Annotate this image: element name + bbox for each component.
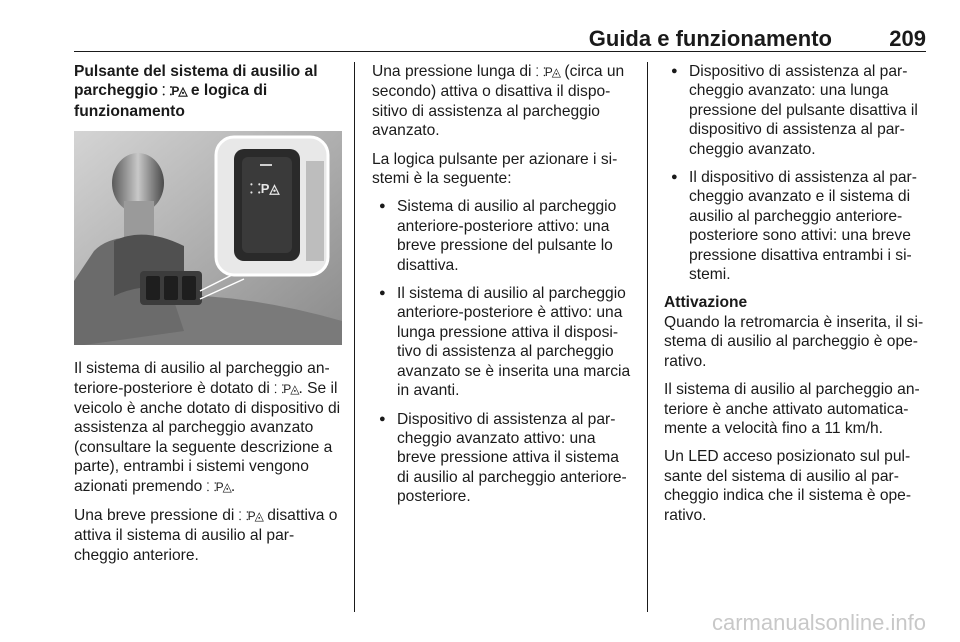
park-assist-icon: ⸬P◬: [238, 509, 263, 524]
watermark: carmanualsonline.info: [711, 610, 926, 635]
paragraph: Il sistema di ausilio al parcheggio anteriore è anche attivato automaticamente a velocità fino a 11 km/h.: [664, 381, 920, 437]
column-divider: [647, 62, 648, 612]
park-assist-icon: ⸬P◬: [274, 381, 299, 396]
list-item: ● Il dispositivo di assistenza al parcheggio avanzato e il sistema di ausilio al parcheggio anteriore-posteriore sono attivi: una breve pressione disattiva entrambi i sistemi.: [664, 168, 926, 284]
svg-text:⸬P◬: ⸬P◬: [250, 181, 280, 197]
section-heading: Attivazione: [664, 294, 748, 312]
paragraph: Una pressione lunga di ⸬P◬ (circa un secondo) attiva o disattiva il dispositivo di assistenza al parcheggio avanzato.: [372, 63, 625, 140]
park-assist-icon: ⸬P◬: [162, 84, 187, 99]
park-assist-icon: ⸬P◬: [535, 65, 561, 79]
paragraph: Una breve pressione di ⸬P◬ disattiva o attiva il sistema di ausilio al parcheggio anteriore.: [74, 507, 338, 564]
column-1: [74, 62, 342, 574]
paragraph: Un LED acceso posizionato sul pulsante del sistema di ausilio al parcheggio indica che il sistema è operativo.: [664, 448, 912, 524]
column-3: [664, 62, 926, 534]
paragraph: Quando la retromarcia è inserita, il sistema di ausilio al parcheggio è operativo.: [664, 313, 924, 370]
column-2: [372, 62, 634, 516]
park-assist-icon: ⸬P◬: [206, 479, 231, 494]
column-divider: [354, 62, 355, 612]
list-item: ● Dispositivo di assistenza al parcheggio avanzato: una lunga pressione del pulsante disattiva il dispositivo di assistenza al parcheggio avanzato.: [664, 62, 926, 159]
list-item: ● Il sistema di ausilio al parcheggio anteriore-posteriore è attivo: una lunga pressione attiva il dispositivo di assistenza al parcheggio avanzato se è inserita una marcia in avanti.: [372, 284, 634, 400]
list-item: ● Dispositivo di assistenza al parcheggio avanzato attivo: una breve pressione attiva il sistema di ausilio al parcheggio anteriore-posteriore.: [372, 410, 634, 507]
bullet-list: [372, 197, 634, 506]
page-number: 209: [889, 26, 926, 51]
header-rule: [74, 51, 926, 52]
paragraph: La logica pulsante per azionare i sistemi è la seguente:: [372, 150, 618, 188]
page-header: [74, 26, 926, 50]
list-item: ● Sistema di ausilio al parcheggio anteriore-posteriore attivo: una breve pressione del pulsante lo disattiva.: [372, 197, 634, 275]
console-photo: [74, 131, 342, 345]
bullet-list: [664, 62, 926, 284]
chapter-title: Guida e funzionamento: [588, 26, 832, 51]
paragraph: Il sistema di ausilio al parcheggio anteriore-posteriore è dotato di ⸬P◬. Se il veicolo è anche dotato di dispositivo di assistenza al parcheggio avanzato (consultare la seguente descrizione a parte), entrambi i sistemi vengono azionati premendo ⸬P◬.: [74, 360, 341, 495]
section-heading: Pulsante del sistema di ausilio al parcheggio ⸬P◬ e logica di funzionamento: [74, 63, 318, 120]
